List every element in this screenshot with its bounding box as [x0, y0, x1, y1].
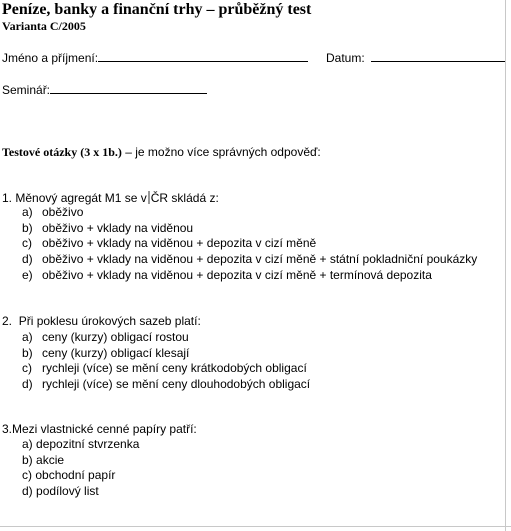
variant-label: Varianta C/2005: [2, 19, 86, 33]
option-text: oběživo + vklady na viděnou + depozita v cizí měně + státní pokladniční poukázky: [42, 252, 478, 267]
question-1-suffix: ČR skládá z:: [150, 191, 219, 205]
question-2-text: Při poklesu úrokových sazeb platí:: [18, 314, 201, 328]
option[interactable]: [22, 346, 310, 362]
option-marker: a): [22, 437, 33, 451]
option[interactable]: [22, 268, 477, 284]
name-label: Jméno a příjmení:: [2, 51, 99, 65]
question-1-options: [22, 205, 477, 284]
option[interactable]: [22, 484, 139, 500]
option-text: depozitní stvrzenka: [36, 437, 140, 451]
instructions: [2, 145, 321, 159]
question-1-prefix: Měnový agregát M1 se v: [15, 191, 147, 205]
option-marker: b): [22, 220, 33, 235]
option[interactable]: [22, 236, 477, 252]
option-marker: e): [22, 267, 33, 282]
question-3-options: [22, 437, 139, 500]
instructions-bold: Testové otázky (3 x 1b.): [2, 145, 122, 159]
document-title: Peníze, banky a finanční trhy – průběžný test: [2, 1, 312, 18]
seminar-label: Seminář:: [2, 83, 51, 97]
option-marker: b): [22, 345, 33, 360]
option-text: oběživo: [42, 205, 84, 219]
question-3-number: 3.: [2, 422, 13, 436]
option[interactable]: [22, 453, 139, 469]
option-marker: c): [22, 468, 32, 483]
option-text: ceny (kurzy) obligací rostou: [42, 330, 189, 344]
option-text: ceny (kurzy) obligací klesají: [42, 345, 190, 360]
option-text: oběživo + vklady na viděnou + depozita v cizí měně: [42, 236, 317, 251]
option-marker: a): [22, 330, 33, 344]
page-edge-right: [505, 0, 506, 531]
question-3: [2, 422, 197, 436]
option[interactable]: [22, 437, 139, 453]
name-field-row: [2, 51, 308, 65]
option-text: akcie: [36, 452, 65, 467]
date-label: Datum:: [326, 51, 365, 65]
option-text: oběživo + vklady na viděnou: [42, 220, 194, 235]
option[interactable]: [22, 468, 139, 484]
option-text: podílový list: [36, 484, 99, 499]
question-2-options: [22, 330, 310, 393]
option[interactable]: [22, 330, 310, 346]
option-marker: d): [22, 484, 33, 499]
option-marker: d): [22, 252, 33, 267]
option-text: rychleji (více) se mění ceny dlouhodobých obligací: [42, 377, 311, 392]
question-1-number: 1.: [2, 191, 13, 205]
date-blank-line[interactable]: [371, 51, 505, 62]
option-marker: b): [22, 452, 33, 467]
instructions-rest: – je možno více správných odpověď:: [121, 145, 321, 159]
option-marker: d): [22, 377, 33, 392]
option-text: oběživo + vklady na viděnou + depozita v cizí měně + termínová depozita: [42, 267, 432, 282]
option[interactable]: [22, 252, 477, 268]
question-3-text: Mezi vlastnické cenné papíry patří:: [12, 422, 197, 436]
option[interactable]: [22, 205, 477, 221]
text-cursor-mark: [148, 191, 150, 204]
seminar-blank-line[interactable]: [50, 83, 207, 94]
question-2: [2, 314, 201, 328]
name-blank-line[interactable]: [98, 51, 308, 62]
date-field-row: [326, 51, 505, 65]
option[interactable]: [22, 221, 477, 237]
option-marker: c): [22, 361, 32, 376]
option[interactable]: [22, 377, 310, 393]
option-text: rychleji (více) se mění ceny krátkodobých obligací: [42, 361, 307, 376]
option[interactable]: [22, 361, 310, 377]
question-2-number: 2.: [2, 314, 13, 328]
page-edge-bottom: [0, 526, 511, 527]
question-1: [2, 191, 219, 205]
option-marker: c): [22, 236, 32, 251]
option-text: obchodní papír: [35, 468, 116, 483]
seminar-field-row: [2, 83, 207, 97]
option-marker: a): [22, 205, 33, 219]
